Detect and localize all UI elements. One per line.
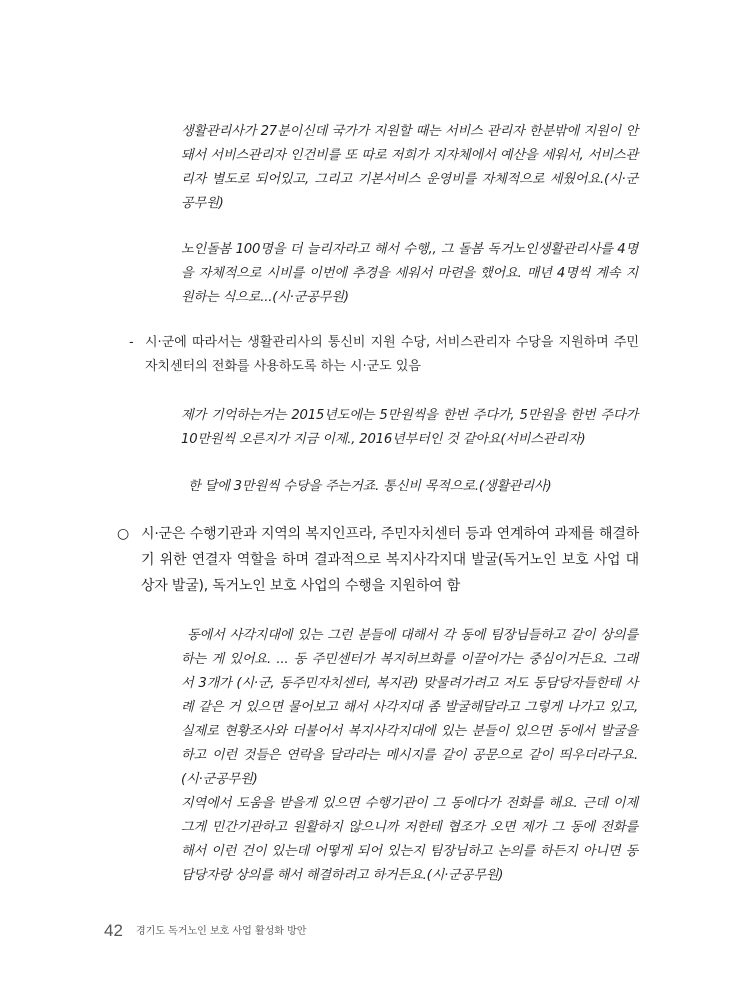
quote-text: 제가 기억하는거는 2015년도에는 5만원씩을 한번 주다가, 5만원을 한번 주다가 10만원씩 오른지가 지금 이제., 2016년부터인 것 같아요(서비스관리자)	[181, 408, 638, 447]
quote-text: 한 달에 3만원씩 수당을 주는거죠. 통신비 목적으로.(생활관리사)	[188, 479, 552, 494]
footer-title: 경기도 독거노인 보호 사업 활성화 방안	[136, 926, 307, 937]
interview-quote-5	[181, 624, 638, 888]
quote-text-b: 지역에서 도움을 받을게 있으면 수행기관이 그 동에다가 전화를 해요. 근데 이제 그게 민간기관하고 원활하지 않으니까 저한테 협조가 오면 제가 그 동에 전화를 해서 이런 건이 있는데 어떻게 되어 있는지 팀장님하고 논의를 하든지 아니면 동담당자랑 상의를 해서 해결하려고 하거든요.(시·군공무원)	[181, 796, 638, 883]
dash-bullet-text: 시·군에 따라서는 생활관리사의 통신비 지원 수당, 서비스관리자 수당을 지원하며 주민자치센터의 전화를 사용하도록 하는 시·군도 있음	[145, 335, 639, 374]
interview-quote-4	[188, 475, 645, 499]
interview-quote-1	[181, 120, 638, 216]
circle-bullet-text: 시·군은 수행기관과 지역의 복지인프라, 주민자치센터 등과 연계하여 과제를 해결하기 위한 연결자 역할을 하며 결과적으로 복지사각지대 발굴(독거노인 보호 사업 대상자 발굴), 독거노인 보호 사업의 수행을 지원하여 함	[141, 526, 639, 594]
circle-bullet-mark: ○	[117, 526, 130, 542]
circle-bullet-item	[117, 521, 639, 599]
page-footer	[104, 921, 306, 943]
quote-text-a: 동에서 사각지대에 있는 그런 분들에 대해서 각 동에 팀장님들하고 같이 상의를 하는 게 있어요. ... 동 주민센터가 복지허브화를 이끌어가는 중심이거든요. 그래서 3개가 (시·군, 동주민자치센터, 복지관) 맞물려가려고 저도 동담당자들한테 사례 같은 거 있으면 물어보고 해서 사각지대 좀 발굴해달라고 그렇게 나가고 있고, 실제로 현황조사와 더불어서 복지사각지대에 있는 분들이 있으면 동에서 발굴을 하고 이런 것들은 연락을 달라라는 메시지를 같이 공문으로 같이 띄우더라구요.(시·군공무원)	[181, 628, 638, 787]
quote-text: 생활관리사가 27분이신데 국가가 지원할 때는 서비스 관리자 한분밖에 지원이 안돼서 서비스관리자 인건비를 또 따로 저희가 지자체에서 예산을 세워서, 서비스관리자 별도로 되어있고, 그리고 기본서비스 운영비를 자체적으로 세웠어요.(시·군공무원)	[181, 124, 638, 211]
dash-bullet-item	[129, 331, 639, 379]
interview-quote-2	[181, 238, 638, 310]
quote-text: 노인돌봄 100명을 더 늘리자라고 해서 수행,, 그 돌봄 독거노인생활관리사를 4명을 자체적으로 시비를 이번에 추경을 세워서 마련을 했어요. 매년 4명씩 계속 지원하는 식으로...(시·군공무원)	[181, 242, 638, 305]
interview-quote-3	[181, 404, 638, 452]
dash-bullet-mark: -	[129, 335, 134, 350]
page-number: 42	[104, 921, 123, 940]
